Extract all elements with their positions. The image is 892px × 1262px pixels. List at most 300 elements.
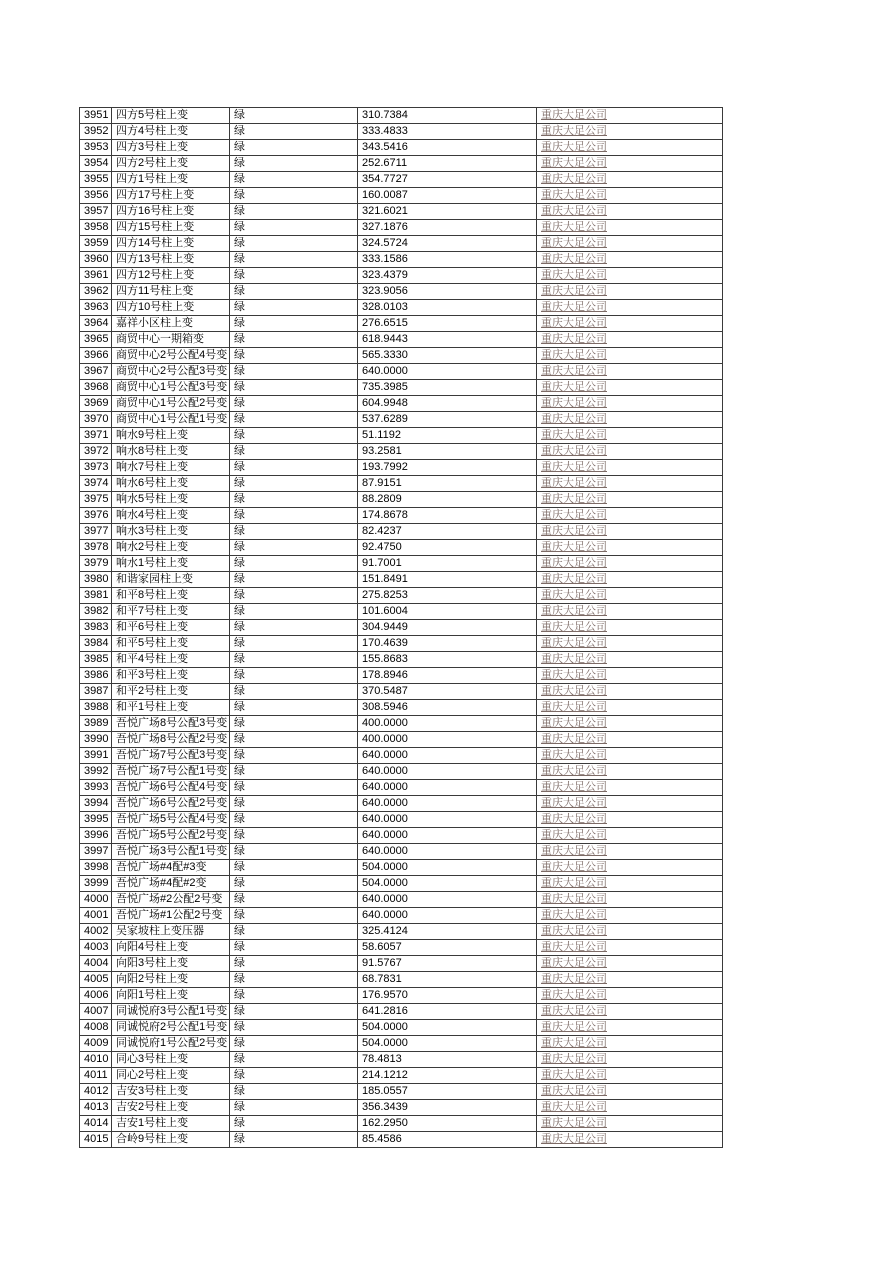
row-id-cell: 4004 — [80, 956, 112, 972]
device-name-cell: 吾悦广场#4配#3变 — [112, 860, 230, 876]
capacity-value-cell: 327.1876 — [358, 220, 537, 236]
company-link[interactable]: 重庆大足公司 — [541, 989, 607, 1001]
capacity-value-cell: 333.1586 — [358, 252, 537, 268]
company-cell — [537, 924, 723, 940]
company-link[interactable]: 重庆大足公司 — [541, 445, 607, 457]
capacity-value-cell: 504.0000 — [358, 860, 537, 876]
company-link[interactable]: 重庆大足公司 — [541, 877, 607, 889]
table-row — [80, 108, 723, 124]
row-id-cell: 4001 — [80, 908, 112, 924]
company-link[interactable]: 重庆大足公司 — [541, 717, 607, 729]
status-cell: 绿 — [230, 620, 358, 636]
company-link[interactable]: 重庆大足公司 — [541, 621, 607, 633]
company-cell — [537, 156, 723, 172]
company-link[interactable]: 重庆大足公司 — [541, 845, 607, 857]
company-link[interactable]: 重庆大足公司 — [541, 1069, 607, 1081]
company-link[interactable]: 重庆大足公司 — [541, 301, 607, 313]
capacity-value-cell: 640.0000 — [358, 812, 537, 828]
company-link[interactable]: 重庆大足公司 — [541, 781, 607, 793]
company-cell — [537, 812, 723, 828]
company-cell — [537, 172, 723, 188]
capacity-value-cell: 565.3330 — [358, 348, 537, 364]
status-cell: 绿 — [230, 380, 358, 396]
company-cell — [537, 364, 723, 380]
capacity-value-cell: 51.1192 — [358, 428, 537, 444]
transformer-table — [79, 107, 723, 1148]
row-id-cell: 3968 — [80, 380, 112, 396]
row-id-cell: 3998 — [80, 860, 112, 876]
company-link[interactable]: 重庆大足公司 — [541, 893, 607, 905]
table-row — [80, 332, 723, 348]
row-id-cell: 3974 — [80, 476, 112, 492]
company-cell — [537, 908, 723, 924]
device-name-cell: 吾悦广场6号公配4号变 — [112, 780, 230, 796]
capacity-value-cell: 640.0000 — [358, 764, 537, 780]
company-cell — [537, 940, 723, 956]
table-row — [80, 748, 723, 764]
capacity-value-cell: 151.8491 — [358, 572, 537, 588]
company-link[interactable]: 重庆大足公司 — [541, 221, 607, 233]
company-cell — [537, 860, 723, 876]
row-id-cell: 3987 — [80, 684, 112, 700]
company-link[interactable]: 重庆大足公司 — [541, 701, 607, 713]
row-id-cell: 3992 — [80, 764, 112, 780]
device-name-cell: 响水2号柱上变 — [112, 540, 230, 556]
table-row — [80, 380, 723, 396]
company-link[interactable]: 重庆大足公司 — [541, 317, 607, 329]
status-cell: 绿 — [230, 700, 358, 716]
row-id-cell: 4000 — [80, 892, 112, 908]
company-link[interactable]: 重庆大足公司 — [541, 733, 607, 745]
row-id-cell: 4006 — [80, 988, 112, 1004]
company-cell — [537, 252, 723, 268]
status-cell: 绿 — [230, 684, 358, 700]
capacity-value-cell: 356.3439 — [358, 1100, 537, 1116]
company-cell — [537, 1084, 723, 1100]
company-link[interactable]: 重庆大足公司 — [541, 461, 607, 473]
device-name-cell: 四方5号柱上变 — [112, 108, 230, 124]
company-link[interactable]: 重庆大足公司 — [541, 1021, 607, 1033]
device-name-cell: 嘉祥小区柱上变 — [112, 316, 230, 332]
company-link[interactable]: 重庆大足公司 — [541, 205, 607, 217]
row-id-cell: 3990 — [80, 732, 112, 748]
row-id-cell: 3956 — [80, 188, 112, 204]
row-id-cell: 4010 — [80, 1052, 112, 1068]
company-cell — [537, 652, 723, 668]
company-cell — [537, 476, 723, 492]
row-id-cell: 4013 — [80, 1100, 112, 1116]
status-cell: 绿 — [230, 220, 358, 236]
device-name-cell: 同心2号柱上变 — [112, 1068, 230, 1084]
row-id-cell: 3976 — [80, 508, 112, 524]
capacity-value-cell: 343.5416 — [358, 140, 537, 156]
row-id-cell: 4009 — [80, 1036, 112, 1052]
status-cell: 绿 — [230, 492, 358, 508]
capacity-value-cell: 88.2809 — [358, 492, 537, 508]
capacity-value-cell: 68.7831 — [358, 972, 537, 988]
status-cell: 绿 — [230, 716, 358, 732]
row-id-cell: 3959 — [80, 236, 112, 252]
table-row — [80, 604, 723, 620]
status-cell: 绿 — [230, 108, 358, 124]
status-cell: 绿 — [230, 396, 358, 412]
table-row — [80, 956, 723, 972]
device-name-cell: 四方14号柱上变 — [112, 236, 230, 252]
company-link[interactable]: 重庆大足公司 — [541, 941, 607, 953]
table-row — [80, 796, 723, 812]
table-row — [80, 284, 723, 300]
company-link[interactable]: 重庆大足公司 — [541, 109, 607, 121]
company-cell — [537, 892, 723, 908]
status-cell: 绿 — [230, 1068, 358, 1084]
status-cell: 绿 — [230, 908, 358, 924]
capacity-value-cell: 333.4833 — [358, 124, 537, 140]
capacity-value-cell: 641.2816 — [358, 1004, 537, 1020]
row-id-cell: 3993 — [80, 780, 112, 796]
company-link[interactable]: 重庆大足公司 — [541, 573, 607, 585]
status-cell: 绿 — [230, 172, 358, 188]
company-link[interactable]: 重庆大足公司 — [541, 157, 607, 169]
company-cell — [537, 1036, 723, 1052]
company-cell — [537, 332, 723, 348]
capacity-value-cell: 176.9570 — [358, 988, 537, 1004]
company-link[interactable]: 重庆大足公司 — [541, 349, 607, 361]
device-name-cell: 吾悦广场3号公配1号变 — [112, 844, 230, 860]
company-link[interactable]: 重庆大足公司 — [541, 829, 607, 841]
company-cell — [537, 396, 723, 412]
capacity-value-cell: 310.7384 — [358, 108, 537, 124]
row-id-cell: 3957 — [80, 204, 112, 220]
capacity-value-cell: 308.5946 — [358, 700, 537, 716]
company-cell — [537, 764, 723, 780]
company-link[interactable]: 重庆大足公司 — [541, 557, 607, 569]
row-id-cell: 3972 — [80, 444, 112, 460]
company-link[interactable]: 重庆大足公司 — [541, 525, 607, 537]
table-row — [80, 412, 723, 428]
table-row — [80, 316, 723, 332]
status-cell: 绿 — [230, 508, 358, 524]
status-cell: 绿 — [230, 524, 358, 540]
device-name-cell: 和平6号柱上变 — [112, 620, 230, 636]
company-link[interactable]: 重庆大足公司 — [541, 125, 607, 137]
row-id-cell: 3970 — [80, 412, 112, 428]
row-id-cell: 3969 — [80, 396, 112, 412]
company-cell — [537, 1132, 723, 1148]
capacity-value-cell: 193.7992 — [358, 460, 537, 476]
company-link[interactable]: 重庆大足公司 — [541, 589, 607, 601]
table-row — [80, 476, 723, 492]
device-name-cell: 响水3号柱上变 — [112, 524, 230, 540]
company-link[interactable]: 重庆大足公司 — [541, 669, 607, 681]
device-name-cell: 四方16号柱上变 — [112, 204, 230, 220]
status-cell: 绿 — [230, 460, 358, 476]
company-link[interactable]: 重庆大足公司 — [541, 381, 607, 393]
row-id-cell: 3971 — [80, 428, 112, 444]
company-cell — [537, 780, 723, 796]
company-link[interactable]: 重庆大足公司 — [541, 1085, 607, 1097]
device-name-cell: 和平5号柱上变 — [112, 636, 230, 652]
row-id-cell: 3996 — [80, 828, 112, 844]
status-cell: 绿 — [230, 828, 358, 844]
row-id-cell: 4015 — [80, 1132, 112, 1148]
status-cell: 绿 — [230, 1036, 358, 1052]
device-name-cell: 和平8号柱上变 — [112, 588, 230, 604]
table-row — [80, 572, 723, 588]
company-link[interactable]: 重庆大足公司 — [541, 909, 607, 921]
capacity-value-cell: 304.9449 — [358, 620, 537, 636]
row-id-cell: 3973 — [80, 460, 112, 476]
capacity-value-cell: 604.9948 — [358, 396, 537, 412]
capacity-value-cell: 321.6021 — [358, 204, 537, 220]
device-name-cell: 吾悦广场5号公配4号变 — [112, 812, 230, 828]
company-link[interactable]: 重庆大足公司 — [541, 1133, 607, 1145]
company-cell — [537, 988, 723, 1004]
company-cell — [537, 748, 723, 764]
company-cell — [537, 460, 723, 476]
table-row — [80, 444, 723, 460]
status-cell: 绿 — [230, 300, 358, 316]
capacity-value-cell: 178.8946 — [358, 668, 537, 684]
capacity-value-cell: 323.9056 — [358, 284, 537, 300]
row-id-cell: 3977 — [80, 524, 112, 540]
company-link[interactable]: 重庆大足公司 — [541, 285, 607, 297]
table-row — [80, 764, 723, 780]
table-row — [80, 780, 723, 796]
company-cell — [537, 572, 723, 588]
company-cell — [537, 188, 723, 204]
company-cell — [537, 124, 723, 140]
company-link[interactable]: 重庆大足公司 — [541, 685, 607, 697]
row-id-cell: 3952 — [80, 124, 112, 140]
row-id-cell: 3978 — [80, 540, 112, 556]
table-row — [80, 556, 723, 572]
company-cell — [537, 588, 723, 604]
company-link[interactable]: 重庆大足公司 — [541, 765, 607, 777]
device-name-cell: 四方11号柱上变 — [112, 284, 230, 300]
row-id-cell: 3995 — [80, 812, 112, 828]
device-name-cell: 响水1号柱上变 — [112, 556, 230, 572]
company-link[interactable]: 重庆大足公司 — [541, 141, 607, 153]
company-cell — [537, 444, 723, 460]
table-row — [80, 204, 723, 220]
status-cell: 绿 — [230, 604, 358, 620]
table-row — [80, 620, 723, 636]
capacity-value-cell: 185.0557 — [358, 1084, 537, 1100]
company-cell — [537, 604, 723, 620]
capacity-value-cell: 252.6711 — [358, 156, 537, 172]
table-row — [80, 844, 723, 860]
company-link[interactable]: 重庆大足公司 — [541, 797, 607, 809]
capacity-value-cell: 85.4586 — [358, 1132, 537, 1148]
row-id-cell: 3980 — [80, 572, 112, 588]
company-link[interactable]: 重庆大足公司 — [541, 1005, 607, 1017]
row-id-cell: 3963 — [80, 300, 112, 316]
status-cell: 绿 — [230, 540, 358, 556]
device-name-cell: 四方3号柱上变 — [112, 140, 230, 156]
device-name-cell: 吉安1号柱上变 — [112, 1116, 230, 1132]
capacity-value-cell: 78.4813 — [358, 1052, 537, 1068]
row-id-cell: 3979 — [80, 556, 112, 572]
table-row — [80, 492, 723, 508]
table-row — [80, 988, 723, 1004]
company-cell — [537, 412, 723, 428]
capacity-value-cell: 93.2581 — [358, 444, 537, 460]
status-cell: 绿 — [230, 332, 358, 348]
company-cell — [537, 540, 723, 556]
company-link[interactable]: 重庆大足公司 — [541, 269, 607, 281]
company-link[interactable]: 重庆大足公司 — [541, 1101, 607, 1113]
capacity-value-cell: 640.0000 — [358, 796, 537, 812]
row-id-cell: 4003 — [80, 940, 112, 956]
company-link[interactable]: 重庆大足公司 — [541, 413, 607, 425]
capacity-value-cell: 640.0000 — [358, 892, 537, 908]
device-name-cell: 吉安2号柱上变 — [112, 1100, 230, 1116]
status-cell: 绿 — [230, 1116, 358, 1132]
device-name-cell: 四方2号柱上变 — [112, 156, 230, 172]
status-cell: 绿 — [230, 812, 358, 828]
company-link[interactable]: 重庆大足公司 — [541, 1117, 607, 1129]
company-link[interactable]: 重庆大足公司 — [541, 605, 607, 617]
company-cell — [537, 524, 723, 540]
row-id-cell: 3988 — [80, 700, 112, 716]
capacity-value-cell: 640.0000 — [358, 748, 537, 764]
status-cell: 绿 — [230, 556, 358, 572]
company-link[interactable]: 重庆大足公司 — [541, 365, 607, 377]
company-link[interactable]: 重庆大足公司 — [541, 173, 607, 185]
table-row — [80, 188, 723, 204]
table-row — [80, 508, 723, 524]
row-id-cell: 3999 — [80, 876, 112, 892]
device-name-cell: 吾悦广场#1公配2号变 — [112, 908, 230, 924]
device-name-cell: 向阳3号柱上变 — [112, 956, 230, 972]
status-cell: 绿 — [230, 924, 358, 940]
company-link[interactable]: 重庆大足公司 — [541, 861, 607, 873]
table-row — [80, 668, 723, 684]
device-name-cell: 四方15号柱上变 — [112, 220, 230, 236]
company-cell — [537, 700, 723, 716]
company-link[interactable]: 重庆大足公司 — [541, 925, 607, 937]
company-cell — [537, 204, 723, 220]
company-link[interactable]: 重庆大足公司 — [541, 813, 607, 825]
device-name-cell: 吾悦广场8号公配3号变 — [112, 716, 230, 732]
company-cell — [537, 636, 723, 652]
device-name-cell: 商贸中心一期箱变 — [112, 332, 230, 348]
company-cell — [537, 828, 723, 844]
table-row — [80, 220, 723, 236]
company-link[interactable]: 重庆大足公司 — [541, 653, 607, 665]
row-id-cell: 3967 — [80, 364, 112, 380]
company-link[interactable]: 重庆大足公司 — [541, 637, 607, 649]
company-cell — [537, 668, 723, 684]
row-id-cell: 3953 — [80, 140, 112, 156]
company-cell — [537, 844, 723, 860]
status-cell: 绿 — [230, 1132, 358, 1148]
company-cell — [537, 380, 723, 396]
company-link[interactable]: 重庆大足公司 — [541, 1037, 607, 1049]
status-cell: 绿 — [230, 844, 358, 860]
capacity-value-cell: 735.3985 — [358, 380, 537, 396]
table-row — [80, 1100, 723, 1116]
capacity-value-cell: 160.0087 — [358, 188, 537, 204]
row-id-cell: 3951 — [80, 108, 112, 124]
capacity-value-cell: 640.0000 — [358, 844, 537, 860]
capacity-value-cell: 92.4750 — [358, 540, 537, 556]
capacity-value-cell: 91.5767 — [358, 956, 537, 972]
status-cell: 绿 — [230, 124, 358, 140]
table-row — [80, 1020, 723, 1036]
row-id-cell: 4005 — [80, 972, 112, 988]
company-link[interactable]: 重庆大足公司 — [541, 333, 607, 345]
status-cell: 绿 — [230, 1004, 358, 1020]
device-name-cell: 商贸中心1号公配2号变 — [112, 396, 230, 412]
status-cell: 绿 — [230, 652, 358, 668]
device-name-cell: 同诚悦府3号公配1号变 — [112, 1004, 230, 1020]
row-id-cell: 3983 — [80, 620, 112, 636]
status-cell: 绿 — [230, 748, 358, 764]
company-link[interactable]: 重庆大足公司 — [541, 429, 607, 441]
company-cell — [537, 956, 723, 972]
table-row — [80, 1068, 723, 1084]
company-link[interactable]: 重庆大足公司 — [541, 237, 607, 249]
company-cell — [537, 1100, 723, 1116]
device-name-cell: 向阳1号柱上变 — [112, 988, 230, 1004]
capacity-value-cell: 640.0000 — [358, 780, 537, 796]
company-link[interactable]: 重庆大足公司 — [541, 1053, 607, 1065]
device-name-cell: 响水7号柱上变 — [112, 460, 230, 476]
company-cell — [537, 348, 723, 364]
company-link[interactable]: 重庆大足公司 — [541, 493, 607, 505]
status-cell: 绿 — [230, 796, 358, 812]
status-cell: 绿 — [230, 364, 358, 380]
company-link[interactable]: 重庆大足公司 — [541, 957, 607, 969]
capacity-value-cell: 87.9151 — [358, 476, 537, 492]
capacity-value-cell: 400.0000 — [358, 716, 537, 732]
status-cell: 绿 — [230, 1020, 358, 1036]
company-link[interactable]: 重庆大足公司 — [541, 477, 607, 489]
table-row — [80, 1052, 723, 1068]
table-row — [80, 732, 723, 748]
device-name-cell: 四方13号柱上变 — [112, 252, 230, 268]
company-link[interactable]: 重庆大足公司 — [541, 397, 607, 409]
table-row — [80, 268, 723, 284]
device-name-cell: 吾悦广场#4配#2变 — [112, 876, 230, 892]
row-id-cell: 4002 — [80, 924, 112, 940]
company-cell — [537, 876, 723, 892]
company-cell — [537, 972, 723, 988]
company-cell — [537, 1004, 723, 1020]
table-row — [80, 348, 723, 364]
device-name-cell: 吾悦广场7号公配1号变 — [112, 764, 230, 780]
company-link[interactable]: 重庆大足公司 — [541, 509, 607, 521]
capacity-value-cell: 214.1212 — [358, 1068, 537, 1084]
row-id-cell: 3954 — [80, 156, 112, 172]
capacity-value-cell: 640.0000 — [358, 908, 537, 924]
device-name-cell: 和平3号柱上变 — [112, 668, 230, 684]
company-link[interactable]: 重庆大足公司 — [541, 253, 607, 265]
company-link[interactable]: 重庆大足公司 — [541, 749, 607, 761]
status-cell: 绿 — [230, 764, 358, 780]
company-link[interactable]: 重庆大足公司 — [541, 973, 607, 985]
capacity-value-cell: 537.6289 — [358, 412, 537, 428]
table-row — [80, 636, 723, 652]
device-name-cell: 四方12号柱上变 — [112, 268, 230, 284]
company-link[interactable]: 重庆大足公司 — [541, 189, 607, 201]
capacity-value-cell: 370.5487 — [358, 684, 537, 700]
company-link[interactable]: 重庆大足公司 — [541, 541, 607, 553]
status-cell: 绿 — [230, 1100, 358, 1116]
capacity-value-cell: 101.6004 — [358, 604, 537, 620]
status-cell: 绿 — [230, 188, 358, 204]
